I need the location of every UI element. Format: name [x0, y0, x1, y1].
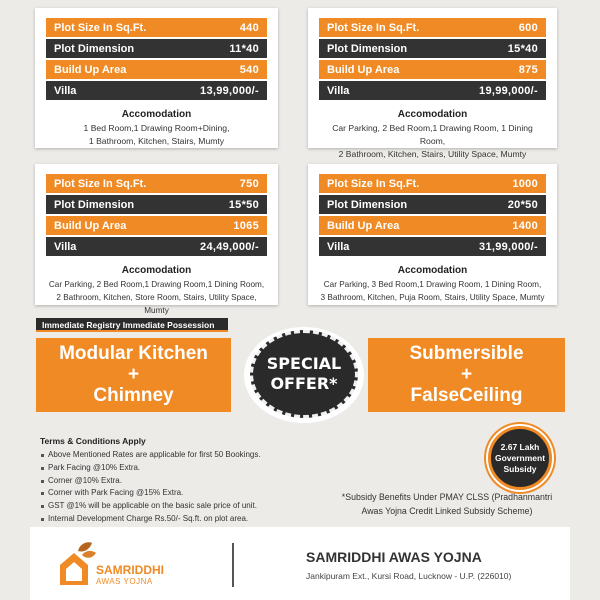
plot-size-label: Plot Size In Sq.Ft. — [54, 177, 147, 190]
accommodation-line: 1 Bed Room,1 Drawing Room+Dining, — [83, 123, 230, 133]
villa-row — [46, 237, 267, 256]
plot-dimension-row — [46, 195, 267, 214]
plot-dimension-row — [319, 195, 546, 214]
logo-subtitle: AWAS YOJNA — [96, 577, 153, 586]
footer-divider — [232, 543, 234, 587]
plot-size-value: 750 — [239, 177, 259, 190]
registry-possession-tagline: Immediate Registry Immediate Possession — [36, 318, 228, 332]
company-address: Jankipuram Ext., Kursi Road, Lucknow - U.P. (226010) — [306, 571, 512, 581]
villa-row — [319, 237, 546, 256]
company-name: SAMRIDDHI AWAS YOJNA — [306, 549, 482, 565]
villa-price: 13,99,000/- — [200, 84, 259, 97]
terms-item: Above Mentioned Rates are applicable for first 50 Bookings. — [40, 449, 261, 462]
build-up-area-value: 1400 — [512, 219, 538, 232]
house-leaf-icon — [56, 539, 96, 589]
villa-label: Villa — [54, 240, 77, 253]
build-up-area-value: 875 — [518, 63, 538, 76]
plot-dimension-value: 15*50 — [228, 198, 259, 211]
build-up-area-value: 1065 — [233, 219, 259, 232]
plot-size-label: Plot Size In Sq.Ft. — [54, 21, 147, 34]
accommodation-line: Car Parking, 3 Bed Room,1 Drawing Room, 1 Dining Room, — [323, 280, 542, 289]
samriddhi-logo — [56, 539, 206, 589]
plot-size-row — [46, 18, 267, 37]
build-up-area-row — [46, 216, 267, 235]
accommodation-title: Accomodation — [397, 109, 468, 120]
footer — [30, 527, 570, 600]
accommodation-text — [46, 122, 267, 148]
plot-card-750 — [35, 164, 278, 315]
plot-dimension-label: Plot Dimension — [54, 42, 135, 55]
accommodation-text — [319, 278, 546, 304]
villa-price: 31,99,000/- — [479, 240, 538, 253]
banner-plus: + — [460, 364, 473, 385]
accommodation-text — [319, 122, 546, 161]
plot-card-440 — [35, 8, 278, 148]
accommodation-line: 2 Bathroom, Kitchen, Stairs, Utility Space, Mumty — [338, 149, 527, 159]
banner-line: Modular Kitchen — [59, 343, 208, 364]
villa-label: Villa — [327, 240, 350, 253]
subsidy-line: Government — [494, 452, 546, 463]
banner-line: Submersible — [409, 343, 524, 364]
accommodation-line: Car Parking, 2 Bed Room,1 Drawing Room, 1 Dining Room, — [332, 123, 533, 146]
terms-and-conditions — [40, 436, 261, 526]
plot-dimension-row — [46, 39, 267, 58]
plot-size-value: 440 — [239, 21, 259, 34]
build-up-area-value: 540 — [239, 63, 259, 76]
accommodation-title: Accomodation — [121, 265, 192, 276]
subsidy-note — [312, 490, 582, 518]
modular-kitchen-banner — [36, 338, 231, 412]
plot-card-1000 — [308, 164, 557, 305]
submersible-banner — [368, 338, 565, 412]
plot-size-value: 1000 — [512, 177, 538, 190]
accommodation-title: Accomodation — [121, 109, 192, 120]
plot-card-600 — [308, 8, 557, 159]
terms-item: Corner with Park Facing @15% Extra. — [40, 487, 261, 500]
banner-plus: + — [127, 364, 140, 385]
accommodation-title: Accomodation — [397, 265, 468, 276]
plot-size-row — [319, 174, 546, 193]
plot-dimension-value: 20*50 — [507, 198, 538, 211]
banner-line: Chimney — [93, 385, 174, 406]
plot-dimension-row — [319, 39, 546, 58]
terms-item: Corner @10% Extra. — [40, 475, 261, 488]
terms-item: GST @1% will be applicable on the basic sale price of unit. — [40, 500, 261, 513]
plot-dimension-label: Plot Dimension — [327, 198, 408, 211]
subsidy-note-line: Awas Yojna Credit Linked Subsidy Scheme) — [361, 506, 533, 516]
special-offer-badge — [250, 330, 358, 418]
villa-price: 24,49,000/- — [200, 240, 259, 253]
build-up-area-label: Build Up Area — [327, 219, 400, 232]
build-up-area-row — [46, 60, 267, 79]
special-offer-line: OFFER* — [270, 374, 338, 393]
terms-title: Terms & Conditions Apply — [40, 436, 146, 446]
subsidy-line: 2.67 Lakh — [500, 441, 540, 452]
logo-name: SAMRIDDHI — [96, 563, 164, 577]
plot-dimension-label: Plot Dimension — [54, 198, 135, 211]
plot-dimension-value: 11*40 — [229, 42, 259, 55]
accommodation-line: Car Parking, 2 Bed Room,1 Drawing Room,1 Dining Room, — [48, 280, 265, 289]
build-up-area-row — [319, 60, 546, 79]
accommodation-line: 2 Bathroom, Kitchen, Store Room, Stairs, Utility Space, Mumty — [56, 293, 257, 315]
special-offer-line: SPECIAL — [266, 354, 342, 373]
villa-label: Villa — [327, 84, 350, 97]
subsidy-line: Subsidy — [503, 463, 537, 474]
accommodation-text — [46, 278, 267, 317]
build-up-area-label: Build Up Area — [54, 63, 127, 76]
plot-size-row — [46, 174, 267, 193]
plot-size-value: 600 — [518, 21, 538, 34]
subsidy-note-line: *Subsidy Benefits Under PMAY CLSS (Pradhanmantri — [341, 492, 553, 502]
build-up-area-label: Build Up Area — [54, 219, 127, 232]
accommodation-line: 1 Bathroom, Kitchen, Stairs, Mumty — [88, 136, 225, 146]
villa-row — [46, 81, 267, 100]
villa-price: 19,99,000/- — [479, 84, 538, 97]
plot-size-label: Plot Size In Sq.Ft. — [327, 177, 420, 190]
terms-list — [40, 449, 261, 526]
build-up-area-label: Build Up Area — [327, 63, 400, 76]
terms-item: Internal Development Charge Rs.50/- Sq.ft. on plot area. — [40, 513, 261, 526]
banner-line: FalseCeiling — [410, 385, 523, 406]
build-up-area-row — [319, 216, 546, 235]
villa-row — [319, 81, 546, 100]
plot-dimension-label: Plot Dimension — [327, 42, 408, 55]
plot-dimension-value: 15*40 — [507, 42, 538, 55]
government-subsidy-badge — [488, 426, 552, 490]
accommodation-line: 3 Bathroom, Kitchen, Puja Room, Stairs, Utility Space, Mumty — [320, 293, 545, 302]
terms-item: Park Facing @10% Extra. — [40, 462, 261, 475]
plot-size-label: Plot Size In Sq.Ft. — [327, 21, 420, 34]
villa-label: Villa — [54, 84, 77, 97]
plot-size-row — [319, 18, 546, 37]
